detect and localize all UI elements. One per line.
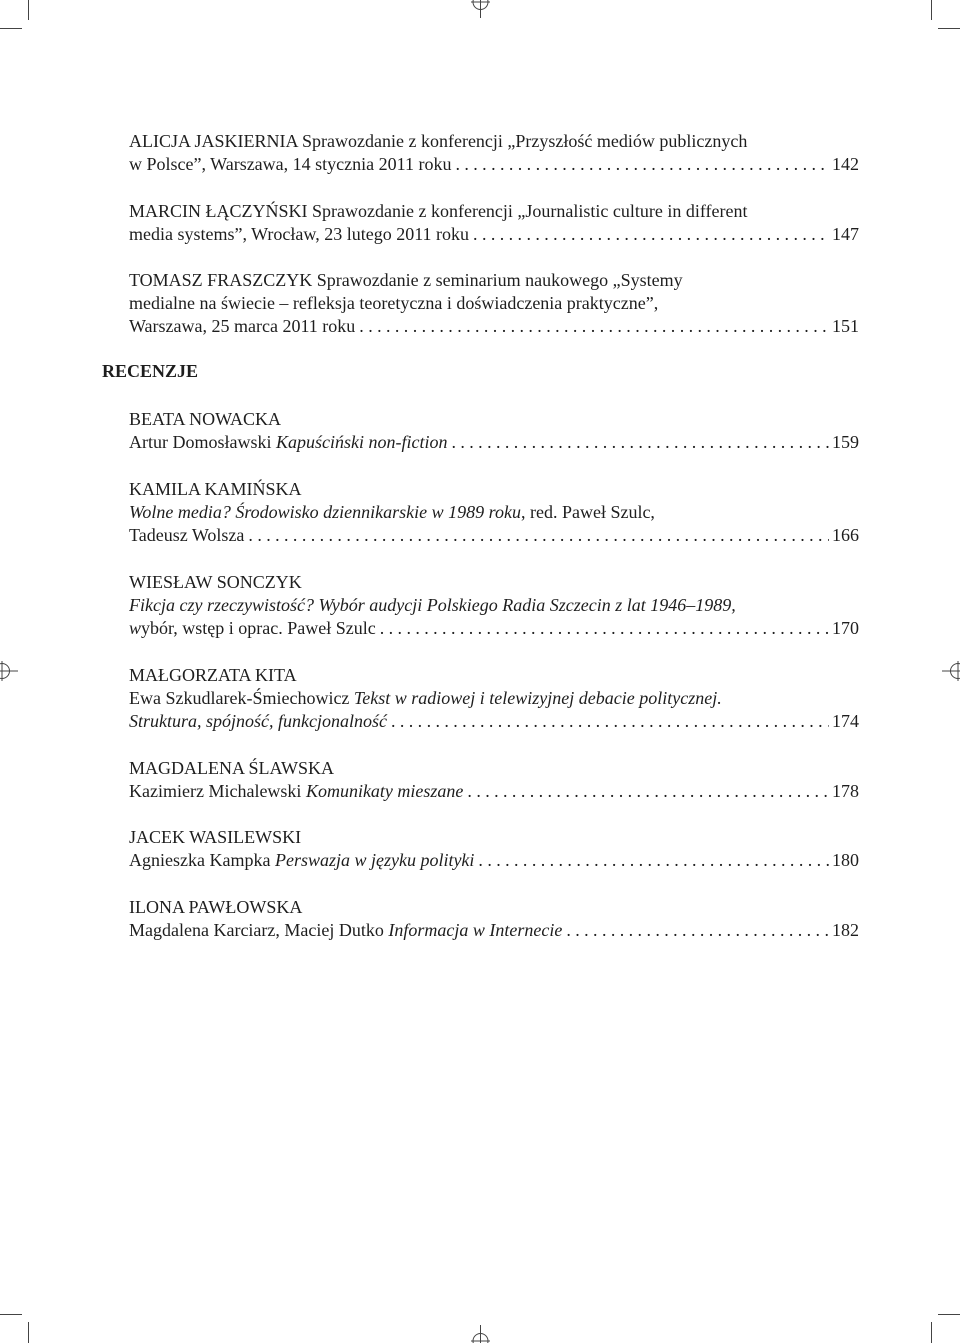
book-details-end — [129, 617, 376, 640]
toc-entry-leader-line — [129, 524, 859, 547]
toc-entry-line — [129, 130, 859, 153]
toc-entry-leader-line — [129, 431, 859, 454]
book-details: ybór, wstęp i oprac. Paweł Szulc — [141, 618, 376, 638]
book-author: Ewa Szkudlarek-Śmiechowicz — [129, 688, 354, 708]
book-title: Tekst w radiowej i telewizyjnej debacie politycznej. — [353, 688, 722, 708]
toc-entry-leader-line — [129, 780, 859, 803]
dot-leader — [451, 153, 829, 176]
dot-leader — [562, 919, 829, 942]
book-author: Kazimierz Michalewski — [129, 781, 306, 801]
toc-entry-leader-line — [129, 617, 859, 640]
review-book — [129, 780, 463, 803]
toc-entry-leader-line — [129, 153, 859, 176]
toc-entry-title-end: Warszawa, 25 marca 2011 roku — [129, 316, 356, 336]
toc-entry-title-end: w Polsce”, Warszawa, 14 stycznia 2011 roku — [129, 154, 452, 174]
book-details-end: Tadeusz Wolsza — [129, 525, 245, 545]
review-entry — [129, 826, 859, 872]
book-author: Artur Domosławski — [129, 432, 276, 452]
dot-leader — [387, 710, 829, 733]
toc-entry-line — [129, 292, 859, 315]
reviewer-name: MAŁGORZATA KITA — [129, 665, 297, 685]
review-entry — [129, 408, 859, 454]
review-entry — [129, 571, 859, 640]
book-title: Wolne media? Środowisko dziennikarskie w 1989 roku — [129, 502, 521, 522]
dot-leader — [447, 431, 829, 454]
book-title-end: Struktura, spójność, funkcjonalność — [129, 711, 387, 731]
review-entry — [129, 664, 859, 733]
book-title: Kapuściński non-fiction — [276, 432, 448, 452]
book-author: Magdalena Karciarz, Maciej Dutko — [129, 920, 389, 940]
reviewer-name: ILONA PAWŁOWSKA — [129, 897, 303, 917]
section-heading: RECENZJE — [102, 361, 199, 381]
review-book-line — [129, 687, 859, 710]
review-entry — [129, 896, 859, 942]
toc-entry-leader-line — [129, 315, 859, 338]
toc-entry-author: TOMASZ FRASZCZYK — [129, 270, 313, 290]
toc-entry-leader-line — [129, 849, 859, 872]
toc-page-number: 170 — [832, 618, 859, 638]
toc-entry-author: ALICJA JASKIERNIA — [129, 131, 298, 151]
toc-entry — [129, 130, 859, 176]
toc-entry-title: medialne na świecie – refleksja teoretyczna i doświadczenia praktyczne”, — [129, 293, 659, 313]
review-book — [129, 919, 562, 942]
reviewer-name: WIESŁAW SONCZYK — [129, 572, 302, 592]
toc-entry-title: Sprawozdanie z konferencji „Przyszłość mediów publicznych — [297, 131, 748, 151]
toc-entry-title-end: media systems”, Wrocław, 23 lutego 2011 roku — [129, 224, 470, 244]
toc-page-number: 166 — [832, 525, 859, 545]
toc-entry-leader-line — [129, 919, 859, 942]
book-title: Fikcja czy rzeczywistość? Wybór audycji Polskiego Radia Szczecin z lat 1946–1989, — [129, 595, 736, 615]
toc-page-number: 182 — [832, 920, 859, 940]
toc-page-number: 151 — [832, 316, 859, 336]
toc-entry — [129, 269, 859, 338]
toc-page-number: 174 — [832, 711, 859, 731]
review-book-line — [129, 501, 859, 524]
book-title: Perswazja w języku polityki — [274, 850, 475, 870]
dot-leader — [463, 780, 829, 803]
review-book — [129, 431, 447, 454]
book-title: Komunikaty mieszane — [305, 781, 464, 801]
toc-entry-title: Sprawozdanie z konferencji „Journalistic culture in different — [307, 201, 748, 221]
book-title: Informacja w Internecie — [388, 920, 563, 940]
toc-page-number: 178 — [832, 781, 859, 801]
dot-leader — [355, 315, 829, 338]
book-details: , red. Paweł Szulc, — [520, 502, 655, 522]
dot-leader — [474, 849, 829, 872]
reviewer-name: KAMILA KAMIŃSKA — [129, 479, 302, 499]
review-entry — [129, 478, 859, 547]
review-entry — [129, 757, 859, 803]
reviewer-name: BEATA NOWACKA — [129, 409, 282, 429]
reviewer-name: JACEK WASILEWSKI — [129, 827, 302, 847]
toc-entry-title: Sprawozdanie z seminarium naukowego „Systemy — [312, 270, 683, 290]
toc-entry — [129, 200, 859, 246]
toc-page-number: 147 — [832, 224, 859, 244]
toc-entry-line — [129, 200, 859, 223]
toc-entry-line — [129, 269, 859, 292]
book-details-italic: w — [129, 618, 142, 638]
toc-entry-author: MARCIN ŁĄCZYŃSKI — [129, 201, 308, 221]
toc-entry-leader-line — [129, 710, 859, 733]
book-author: Agnieszka Kampka — [129, 850, 275, 870]
dot-leader — [376, 617, 829, 640]
review-book — [129, 849, 474, 872]
toc-page-number: 180 — [832, 850, 859, 870]
reviewer-name: MAGDALENA ŚLAWSKA — [129, 758, 335, 778]
dot-leader — [244, 524, 829, 547]
toc-page-number: 142 — [832, 154, 859, 174]
dot-leader — [469, 223, 829, 246]
toc-page-number: 159 — [832, 432, 859, 452]
toc-entry-leader-line — [129, 223, 859, 246]
